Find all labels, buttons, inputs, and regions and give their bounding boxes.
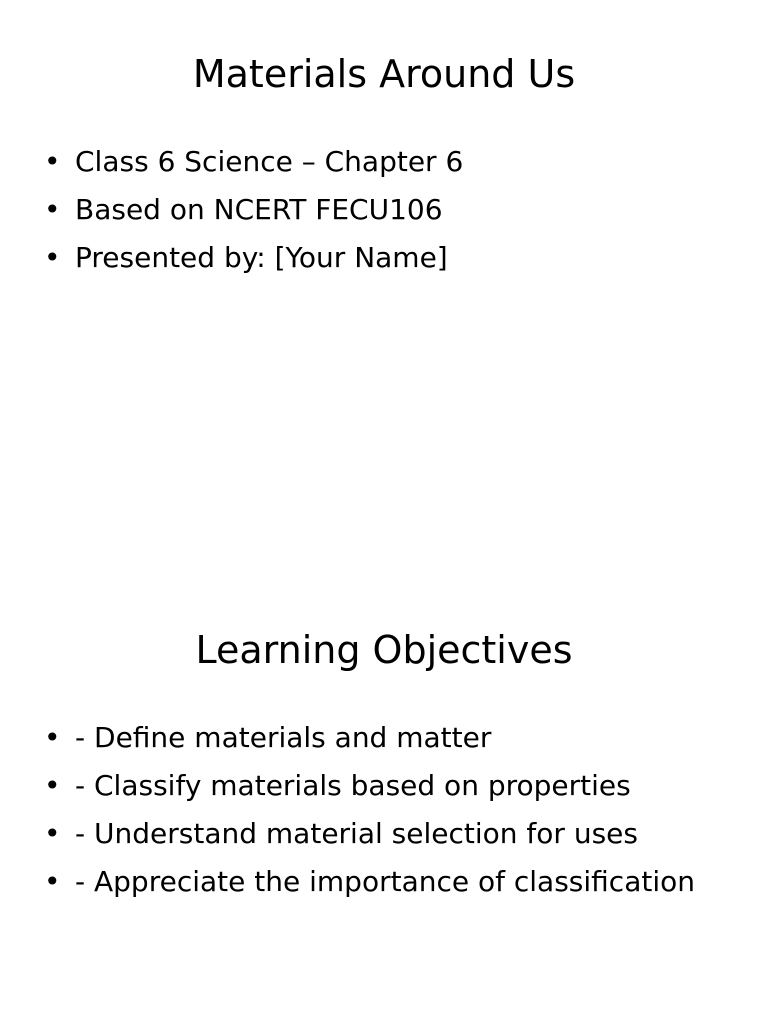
list-item [44, 234, 463, 282]
list-item [44, 138, 463, 186]
bullet-text: Class 6 Science – Chapter 6 [75, 145, 464, 178]
bullet-icon: • [44, 193, 61, 226]
bullet-list [44, 714, 695, 906]
bullet-list [44, 138, 463, 282]
list-item [44, 714, 695, 762]
bullet-icon: • [44, 241, 61, 274]
bullet-icon: • [44, 865, 61, 898]
list-item [44, 810, 695, 858]
slide-title: Learning Objectives [195, 628, 573, 672]
bullet-icon: • [44, 817, 61, 850]
list-item [44, 186, 463, 234]
bullet-text: - Classify materials based on properties [75, 769, 631, 802]
bullet-text: Based on NCERT FECU106 [75, 193, 443, 226]
bullet-icon: • [44, 145, 61, 178]
slide-title: Materials Around Us [192, 52, 576, 96]
bullet-text: - Define materials and matter [75, 721, 492, 754]
bullet-text: Presented by: [Your Name] [75, 241, 448, 274]
bullet-text: - Appreciate the importance of classification [75, 865, 695, 898]
bullet-text: - Understand material selection for uses [75, 817, 638, 850]
list-item [44, 858, 695, 906]
list-item [44, 762, 695, 810]
bullet-icon: • [44, 769, 61, 802]
bullet-icon: • [44, 721, 61, 754]
